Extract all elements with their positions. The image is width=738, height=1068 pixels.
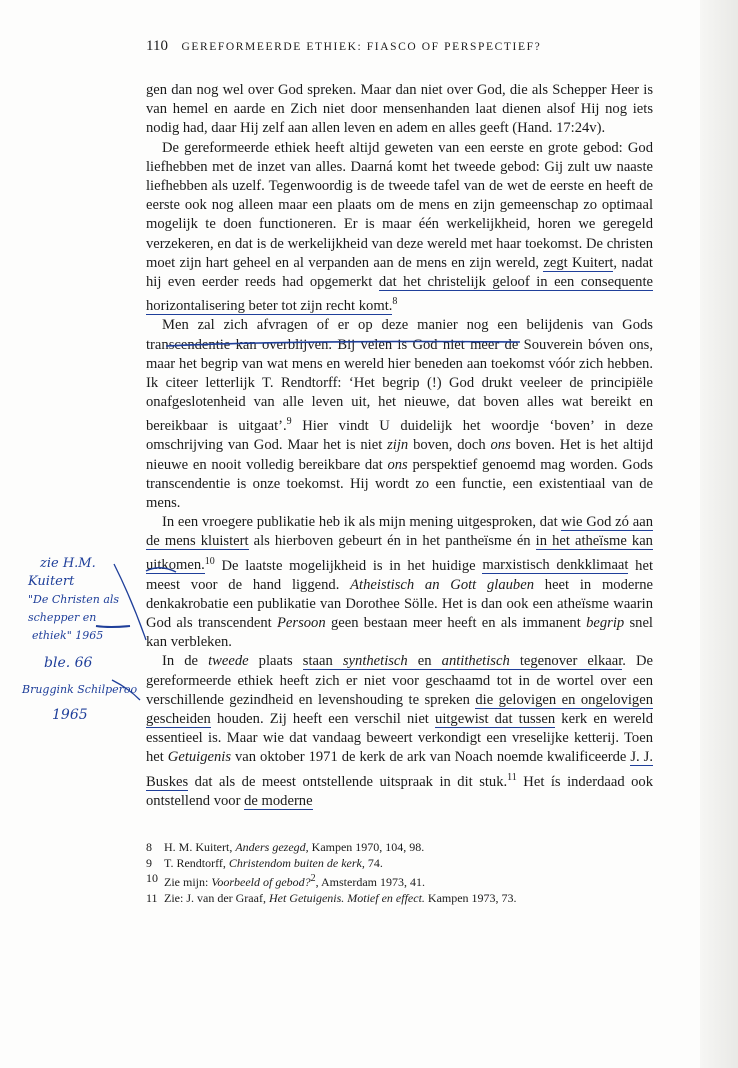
text-run: kerk en wereld essentieel is. Maar wie dat vandaag beweert verkondigt een vreselijke ketterij. Toen het (146, 711, 653, 766)
text-run: Men zal zich afvragen of er op deze manier nog een belijdenis van Gods transcendentie kan overblijven. Bij velen is God niet meer de Souverein bóven ons, maar het begrip van wat mens en wereld hier beneden aan toekomst vóór zich hebben. Ik citeer letterlijk T. Rendtorff: ‘Het begrip (!) God drukt veeleer de principiële onafgeslotenheid van alle leven uit, het nieuwe, dat boven alles wat bereikt en bereikbaar is uitgaat’. (146, 317, 653, 435)
text-run: zijn (387, 437, 409, 454)
paragraph-1 (146, 81, 653, 139)
text-run: tweede (208, 653, 249, 670)
text-run: Getuigenis (167, 749, 232, 766)
handwritten-line: Bruggink Schilperoo (22, 683, 138, 696)
text-run: Kampen 1970, 104, 98. (308, 840, 425, 854)
running-header (146, 38, 646, 55)
paragraph-4 (146, 513, 653, 652)
text-run: houden. Zij heeft een verschil niet (210, 711, 436, 728)
handwritten-line: 1965 (52, 707, 88, 723)
text-run: het meest voor de hand liggend. (146, 557, 653, 593)
underlined-phrase: J. J. Buskes (146, 749, 653, 790)
underlined-phrase: uitgewist dat tussen (435, 711, 556, 728)
underlined-phrase: tegenover elkaar (509, 653, 623, 670)
text-run: In de (162, 653, 209, 670)
text-run: Christendom buiten de kerk, (228, 855, 365, 870)
underlined-phrase: marxistisch denkklimaat (482, 557, 629, 574)
underlined-phrase: wie God zó aan de mens kluistert (146, 514, 653, 550)
text-run: Persoon (277, 615, 326, 632)
footnotes (146, 840, 653, 906)
text-run: ons (490, 437, 511, 454)
text-run: H. M. Kuitert, (164, 840, 236, 854)
text-run: van oktober 1971 de kerk de ark van Noach noemde kwalificeerde (231, 749, 631, 766)
text-run: gen dan nog wel over God spreken. Maar dan niet over God, die als Schepper Heer is van hemel en aarde en Zich niet door mensenhanden laat dienen alsof Hij nog iets nodig had, daar Hij zelf aan allen leven en adem en alles geeft (Hand. 17:24v). (146, 82, 653, 137)
footnote-text (164, 856, 383, 872)
footnote-ref: 9 (286, 416, 292, 428)
text-run: Het ís inderdaad ook ontstellend voor (146, 773, 653, 809)
footnote-ref: 8 (392, 296, 398, 308)
underlined-phrase: in het atheïsme kan uitkomen. (146, 533, 653, 574)
text-run: . De gereformeerde ethiek heeft zich er niet voor geschaamd tot in de wortel over een verschillende gezindheid en levenshouding te spreken (146, 653, 653, 708)
handwritten-line: schepper en (28, 611, 97, 624)
underlined-phrase: staan (302, 653, 343, 670)
text-run: plaats (248, 653, 303, 670)
footnote-text (164, 871, 425, 891)
text-run: , Amsterdam 1973, 41. (315, 875, 425, 889)
text-run: Zie mijn: (164, 875, 212, 889)
text-run: T. Rendtorff, (164, 855, 229, 870)
footnote-ref: 10 (204, 555, 215, 567)
footnote-number: 10 (146, 871, 158, 885)
footnote-ref: 11 (507, 771, 517, 783)
footnote-number: 11 (146, 890, 158, 905)
handwritten-line: Kuitert (28, 574, 75, 589)
text-run: ons (387, 456, 408, 473)
footnote-text (164, 840, 424, 856)
handwritten-line: "De Christen als (28, 593, 120, 606)
running-title: GEREFORMEERDE ETHIEK: FIASCO OF PERSPECTIEF? (181, 41, 542, 53)
underlined-phrase: dat het christelijk geloof in een consequente horizontalisering beter tot zijn recht komt. (146, 274, 653, 315)
handwritten-line: zie H.M. (40, 556, 96, 571)
text-run: boven. Het is het altijd nieuwe en nooit volledig bereikbare dat (146, 437, 653, 473)
text-run: Atheistisch an Gott glauben (350, 576, 535, 593)
footnote (146, 891, 653, 907)
paragraph-2 (146, 139, 653, 317)
text-run: boven, doch (408, 437, 491, 454)
body-text (146, 81, 653, 811)
text-run: heet in moderne denkakrobatie een publikatie van Dorothee Sölle. Het is dan ook een atheïsme waarin God als transcendent (146, 576, 653, 632)
text-run: Het Getuigenis. Motief en effect. (268, 890, 425, 905)
footnote-text (164, 891, 517, 907)
page-edge-shadow (700, 0, 738, 1068)
handwritten-line: ble. 66 (44, 655, 93, 671)
text-run: , nadat hij even eerder reeds had opgemerkt (146, 254, 653, 291)
underlined-phrase: zegt Kuitert (543, 254, 614, 271)
text-run: geen bestaan meer heeft en als immanent (325, 615, 587, 632)
text-run: begrip (586, 615, 625, 632)
underlined-phrase: die gelovigen en ongelovigen gescheiden (146, 691, 653, 728)
text-run: als hierboven gebeurt én in het pantheïsme én (248, 533, 536, 550)
text-run: snel kan verbleken. (146, 615, 653, 651)
footnote (146, 856, 653, 872)
footnote (146, 840, 653, 856)
text-run: 74. (364, 855, 383, 870)
underlined-phrase: antithetisch (441, 653, 510, 670)
underlined-phrase: en (407, 653, 442, 670)
paragraph-3 (146, 316, 653, 513)
text-run: In een vroegere publikatie heb ik als mijn mening uitgesproken, dat (162, 514, 562, 531)
text-run: perspektief genoemd mag worden. Gods transcendentie is onze toekomst. Hij wordt zo een functie, een existentiaal van de mens. (146, 456, 653, 511)
footnote (146, 871, 653, 891)
text-run: Anders gezegd, (235, 840, 309, 854)
handwritten-margin-note (18, 553, 148, 743)
paragraph-5 (146, 652, 653, 810)
underlined-phrase: synthetisch (342, 653, 408, 670)
text-run: De laatste mogelijkheid is in het huidige (214, 557, 483, 574)
text-run: dat als de meest ontstellende uitspraak in dit stuk. (188, 773, 508, 790)
footnote-ref: 2 (310, 873, 316, 884)
footnote-number: 9 (146, 855, 152, 870)
text-run: Voorbeeld of gebod? (211, 875, 311, 889)
footnote-number: 8 (146, 840, 152, 854)
text-run: De gereformeerde ethiek heeft altijd geweten van een eerste en grote gebod: God liefhebben met de inzet van alles. Daarná komt het tweede gebod: Gij zult uw naaste liefhebben als uzelf. Tegenwoordig is de tweede tafel van de wet de eerste en heeft de eerste ook nog alleen maar een plaats om de mens en zijn gemeenschap zo optimaal mogelijk te doen functioneren. Er is maar één werkelijkheid, horen we geregeld verzekeren, en dat is de werkelijkheid van deze wereld met haar toekomst. De christen moet zijn hart geheel en al verpanden aan de mens en zijn wereld, (146, 139, 653, 271)
text-run: Hier vindt U duidelijk het woordje ‘boven’ in deze omschrijving van God. Maar het is niet (146, 418, 653, 454)
underlined-phrase: de moderne (244, 792, 313, 809)
text-run: Zie: J. van der Graaf, (164, 890, 269, 905)
page-number: 110 (146, 38, 168, 54)
handwritten-line: ethiek" 1965 (32, 629, 104, 642)
text-run: Kampen 1973, 73. (424, 890, 517, 905)
